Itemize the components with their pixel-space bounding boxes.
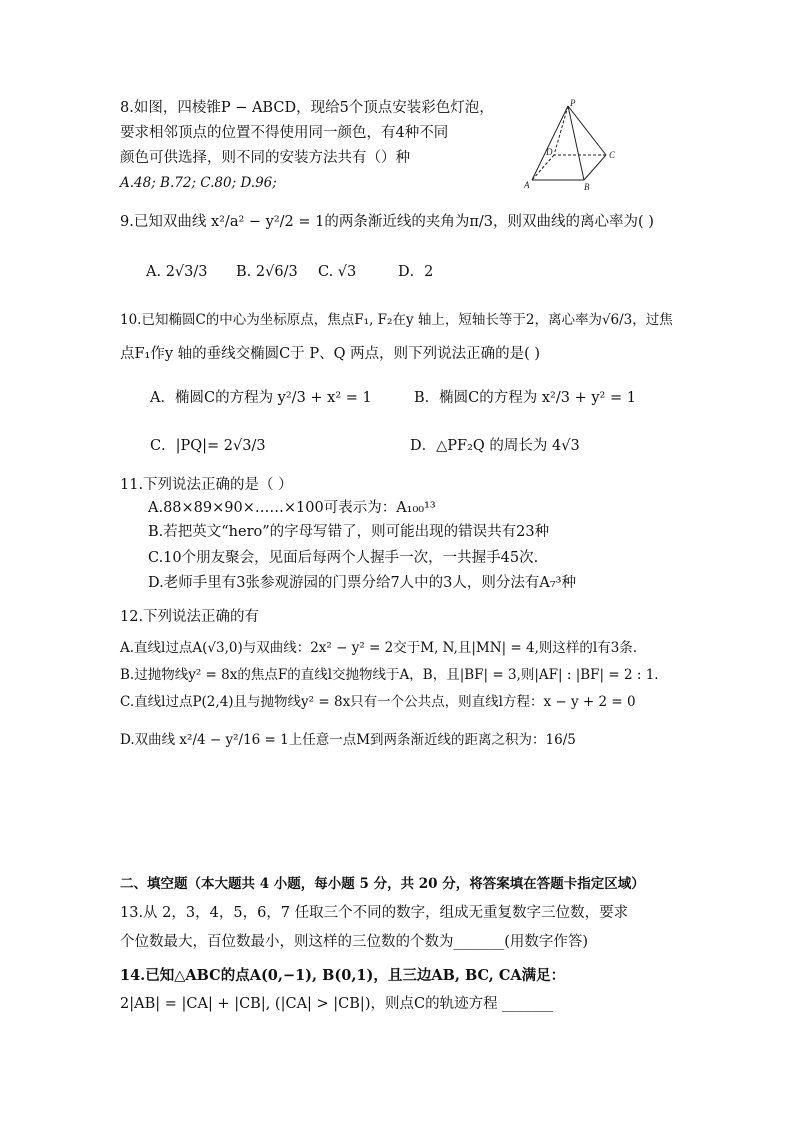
q8-line-2: 要求相邻顶点的位置不得使用同一颜色，有4种不同 bbox=[120, 125, 449, 141]
q9-option-b: B. 2√6/3 bbox=[236, 264, 298, 280]
section-2-heading: 二、填空题（本大题共 4 小题，每小题 5 分，共 20 分，将答案填在答题卡指定区域） bbox=[120, 876, 645, 892]
pyramid-figure bbox=[518, 98, 618, 194]
edge-bc bbox=[584, 155, 606, 180]
q9-option-a: A. 2√3/3 bbox=[146, 264, 208, 280]
q12-option-b: B.过抛物线y² = 8x的焦点F的直线l交抛物线于A，B，且|BF| = 3,则|AF| : |BF| = 2 : 1. bbox=[120, 667, 659, 683]
q10-option-a: A．椭圆C的方程为 y²/3 + x² = 1 bbox=[150, 390, 372, 406]
q9-option-d: D．2 bbox=[398, 264, 434, 280]
label-c: C bbox=[609, 150, 616, 160]
edge-da bbox=[532, 155, 554, 180]
q11-stem: 11.下列说法正确的是（ ） bbox=[120, 477, 293, 493]
label-p: P bbox=[570, 98, 576, 108]
q8-line-3: 颜色可供选择，则不同的安装方法共有（）种 bbox=[120, 150, 410, 166]
edge-pa bbox=[532, 106, 568, 180]
q10-option-b: B．椭圆C的方程为 x²/3 + y² = 1 bbox=[414, 390, 636, 406]
q10-line-1: 10.已知椭圆C的中心为坐标原点，焦点F₁, F₂在y 轴上，短轴长等于2，离心率为√6/3，过焦 bbox=[120, 312, 673, 328]
q8-options: A.48; B.72; C.80; D.96; bbox=[120, 175, 277, 191]
q12-stem: 12.下列说法正确的有 bbox=[120, 609, 260, 625]
label-a: A bbox=[524, 180, 530, 190]
q10-line-2: 点F₁作y 轴的垂线交椭圆C于 P、Q 两点，则下列说法正确的是( ) bbox=[120, 346, 541, 362]
label-d: D bbox=[546, 147, 553, 157]
q14-line-2: 2|AB| = |CA| + |CB|, (|CA| > |CB|)，则点C的轨迹方程 _______ bbox=[120, 996, 553, 1012]
q13-line-2: 个位数最大，百位数最小，则这样的三位数的个数为_______(用数字作答) bbox=[120, 934, 589, 950]
q13-line-1: 13.从 2，3，4，5，6，7 任取三个不同的数字，组成无重复数字三位数，要求 bbox=[120, 905, 629, 921]
q11-option-c: C.10个朋友聚会，见面后每两个人握手一次，一共握手45次. bbox=[148, 550, 539, 566]
q8-line-1: 8.如图，四棱锥P − ABCD，现给5个顶点安装彩色灯泡， bbox=[120, 100, 494, 116]
q12-option-a: A.直线l过点A(√3,0)与双曲线：2x² − y² = 2交于M, N,且|MN| = 4,则这样的l有3条. bbox=[120, 640, 638, 656]
q10-option-c: C．|PQ|= 2√3/3 bbox=[150, 438, 266, 454]
label-b: B bbox=[584, 182, 590, 192]
q10-option-d: D．△PF₂Q 的周长为 4√3 bbox=[410, 438, 580, 454]
q12-option-d: D.双曲线 x²/4 − y²/16 = 1上任意一点M到两条渐近线的距离之积为：16/5 bbox=[120, 732, 576, 748]
q11-option-d: D.老师手里有3张参观游园的门票分给7人中的3人，则分法有A₇³种 bbox=[148, 575, 576, 591]
q12-option-c: C.直线l过点P(2,4)且与抛物线y² = 8x只有一个公共点，则直线l方程：x − y + 2 = 0 bbox=[120, 694, 636, 710]
q11-option-b: B.若把英文“hero”的字母写错了，则可能出现的错误共有23种 bbox=[148, 524, 550, 540]
q9-stem: 9.已知双曲线 x²/a² − y²/2 = 1的两条渐近线的夹角为π/3，则双曲线的离心率为( ) bbox=[120, 214, 654, 230]
q11-option-a: A.88×89×90×……×100可表示为：A₁₀₀¹³ bbox=[148, 500, 436, 516]
q9-option-c: C. √3 bbox=[318, 264, 357, 280]
q14-line-1: 14.已知△ABC的点A(0,−1), B(0,1)，且三边AB, BC, CA满足： bbox=[120, 967, 566, 984]
